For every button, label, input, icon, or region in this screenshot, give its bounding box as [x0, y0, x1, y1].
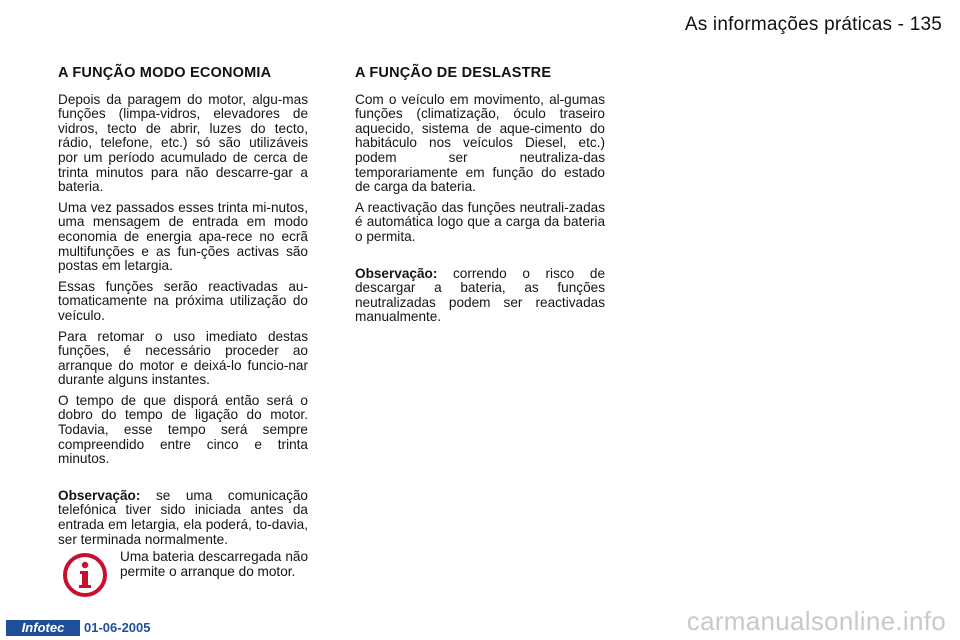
economy-mode-heading: A FUNÇÃO MODO ECONOMIA	[58, 65, 272, 81]
footer-date: 01-06-2005	[84, 620, 151, 635]
load-shedding-note-text: correndo o risco de descargar a bateria, as funções neutralizadas podem ser reactivadas manualmente.	[355, 265, 605, 325]
economy-paragraph-1: Depois da paragem do motor, algu-mas funções (limpa-vidros, elevadores de vidros, tecto de abrir, luzes do tecto, rádio, telefone, etc.) só são utilizáveis por um período acumulado de cerca de trinta minutos para não descarre-gar a bateria.	[58, 91, 308, 195]
economy-paragraph-3: Essas funções serão reactivadas au-tomaticamente na próxima utilização do veículo.	[58, 278, 308, 323]
info-box	[60, 548, 310, 608]
economy-paragraph-2: Uma vez passados esses trinta mi-nutos, uma mensagem de entrada em modo economia de energia apa-rece no ecrã multifunções e as fun-ções activas são postas em letargia.	[58, 199, 308, 274]
load-shedding-heading: A FUNÇÃO DE DESLASTRE	[355, 65, 552, 81]
economy-paragraph-5: O tempo de que disporá então será o dobro do tempo de ligação do motor. Todavia, esse tempo será sempre compreendido entre cinco e trinta minutos.	[58, 392, 308, 467]
load-shedding-note	[355, 267, 605, 325]
economy-paragraph-4: Para retomar o uso imediato destas funções, é necessário proceder ao arranque do motor e deixá-lo funcio-nar durante alguns instantes.	[58, 328, 308, 388]
load-shedding-note-label: Observação:	[355, 265, 438, 281]
infotec-logo: Infotec	[6, 620, 80, 636]
economy-note-label: Observação:	[58, 487, 141, 503]
info-text: Uma bateria descarregada não permite o arranque do motor.	[120, 549, 308, 579]
page-header: As informações práticas - 135	[684, 14, 942, 35]
economy-note-text: se uma comunicação telefónica tiver sido iniciada antes da entrada em letargia, ela poderá, to-davia, ser terminada normalmente.	[58, 487, 308, 547]
load-shedding-paragraph-1: Com o veículo em movimento, al-gumas funções (climatização, óculo traseiro aquecido, sistema de aque-cimento do habitáculo nos veículos Diesel, etc.) podem ser neutraliza-das temporariamente em função do estado de carga da bateria.	[355, 91, 605, 195]
load-shedding-paragraph-2: A reactivação das funções neutrali-zadas é automática logo que a carga da bateria o permita.	[355, 199, 605, 244]
economy-mode-section	[58, 66, 308, 553]
load-shedding-section	[355, 66, 605, 331]
info-icon	[62, 552, 108, 598]
watermark: carmanualsonline.info	[686, 606, 946, 636]
economy-note	[58, 489, 308, 547]
